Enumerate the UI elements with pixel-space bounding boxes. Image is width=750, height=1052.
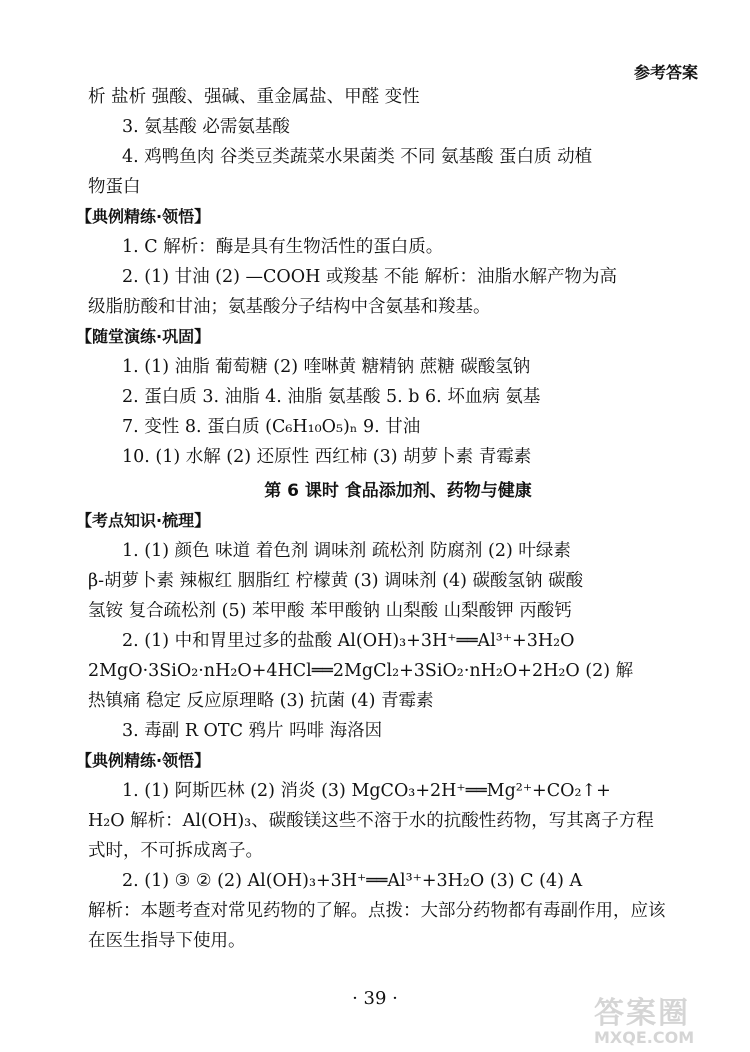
- text-line: 2. (1) 中和胃里过多的盐酸 Al(OH)₃+3H⁺══Al³⁺+3H₂O: [122, 631, 575, 651]
- text-line: 氢铵 复合疏松剂 (5) 苯甲酸 苯甲酸钠 山梨酸 山梨酸钾 丙酸钙: [88, 601, 572, 621]
- page-number: · 39 ·: [352, 988, 398, 1009]
- text-line: 2. 蛋白质 3. 油脂 4. 油脂 氨基酸 5. b 6. 坏血病 氨基: [122, 387, 541, 407]
- text-line: 解析：本题考查对常见药物的了解。点拨：大部分药物都有毒副作用，应该: [88, 901, 666, 921]
- text-line: 1. (1) 阿斯匹林 (2) 消炎 (3) MgCO₃+2H⁺══Mg²⁺+CO₂↑+: [122, 781, 611, 801]
- text-line: 2. (1) 甘油 (2) —COOH 或羧基 不能 解析：油脂水解产物为高: [122, 267, 618, 287]
- running-header: 参考答案: [633, 63, 698, 82]
- watermark-url: MXQE.COM: [594, 1028, 695, 1047]
- text-line: β-胡萝卜素 辣椒红 胭脂红 柠檬黄 (3) 调味剂 (4) 碳酸氢钠 碳酸: [88, 571, 584, 591]
- section-heading: 【考点知识·梳理】: [76, 511, 211, 530]
- text-line: 3. 毒副 R OTC 鸦片 吗啡 海洛因: [122, 721, 383, 741]
- section-heading: 【典例精练·领悟】: [76, 207, 211, 226]
- text-line: 1. (1) 油脂 葡萄糖 (2) 喹啉黄 糖精钠 蔗糖 碳酸氢钠: [122, 357, 531, 377]
- lesson-title: 第 6 课时 食品添加剂、药物与健康: [264, 481, 532, 501]
- watermark-logo: [594, 988, 734, 1047]
- text-line: 1. (1) 颜色 味道 着色剂 调味剂 疏松剂 防腐剂 (2) 叶绿素: [122, 541, 571, 561]
- text-line: 10. (1) 水解 (2) 还原性 西红柿 (3) 胡萝卜素 青霉素: [122, 447, 532, 467]
- watermark-text: 答案圈: [594, 996, 690, 1031]
- text-line: 级脂肪酸和甘油；氨基酸分子结构中含氨基和羧基。: [88, 297, 491, 317]
- text-line: 析 盐析 强酸、强碱、重金属盐、甲醛 变性: [88, 87, 420, 107]
- text-line: 2MgO·3SiO₂·nH₂O+4HCl══2MgCl₂+3SiO₂·nH₂O+2H₂O (2) 解: [88, 661, 634, 681]
- text-line: 7. 变性 8. 蛋白质 (C₆H₁₀O₅)ₙ 9. 甘油: [122, 417, 421, 437]
- text-line: 3. 氨基酸 必需氨基酸: [122, 117, 290, 137]
- text-line: 热镇痛 稳定 反应原理略 (3) 抗菌 (4) 青霉素: [88, 691, 434, 711]
- text-line: 式时，不可拆成离子。: [88, 841, 263, 861]
- text-line: 物蛋白: [88, 177, 141, 197]
- text-line: H₂O 解析：Al(OH)₃、碳酸镁这些不溶于水的抗酸性药物，写其离子方程: [88, 811, 654, 831]
- section-heading: 【随堂演练·巩固】: [76, 327, 211, 346]
- section-heading: 【典例精练·领悟】: [76, 751, 211, 770]
- answer-content: [76, 82, 688, 956]
- text-line: 在医生指导下使用。: [88, 931, 246, 951]
- text-line: 4. 鸡鸭鱼肉 谷类豆类蔬菜水果菌类 不同 氨基酸 蛋白质 动植: [122, 147, 593, 167]
- text-line: 2. (1) ③ ② (2) Al(OH)₃+3H⁺══Al³⁺+3H₂O (3) C (4) A: [122, 871, 583, 891]
- text-line: 1. C 解析：酶是具有生物活性的蛋白质。: [122, 237, 444, 257]
